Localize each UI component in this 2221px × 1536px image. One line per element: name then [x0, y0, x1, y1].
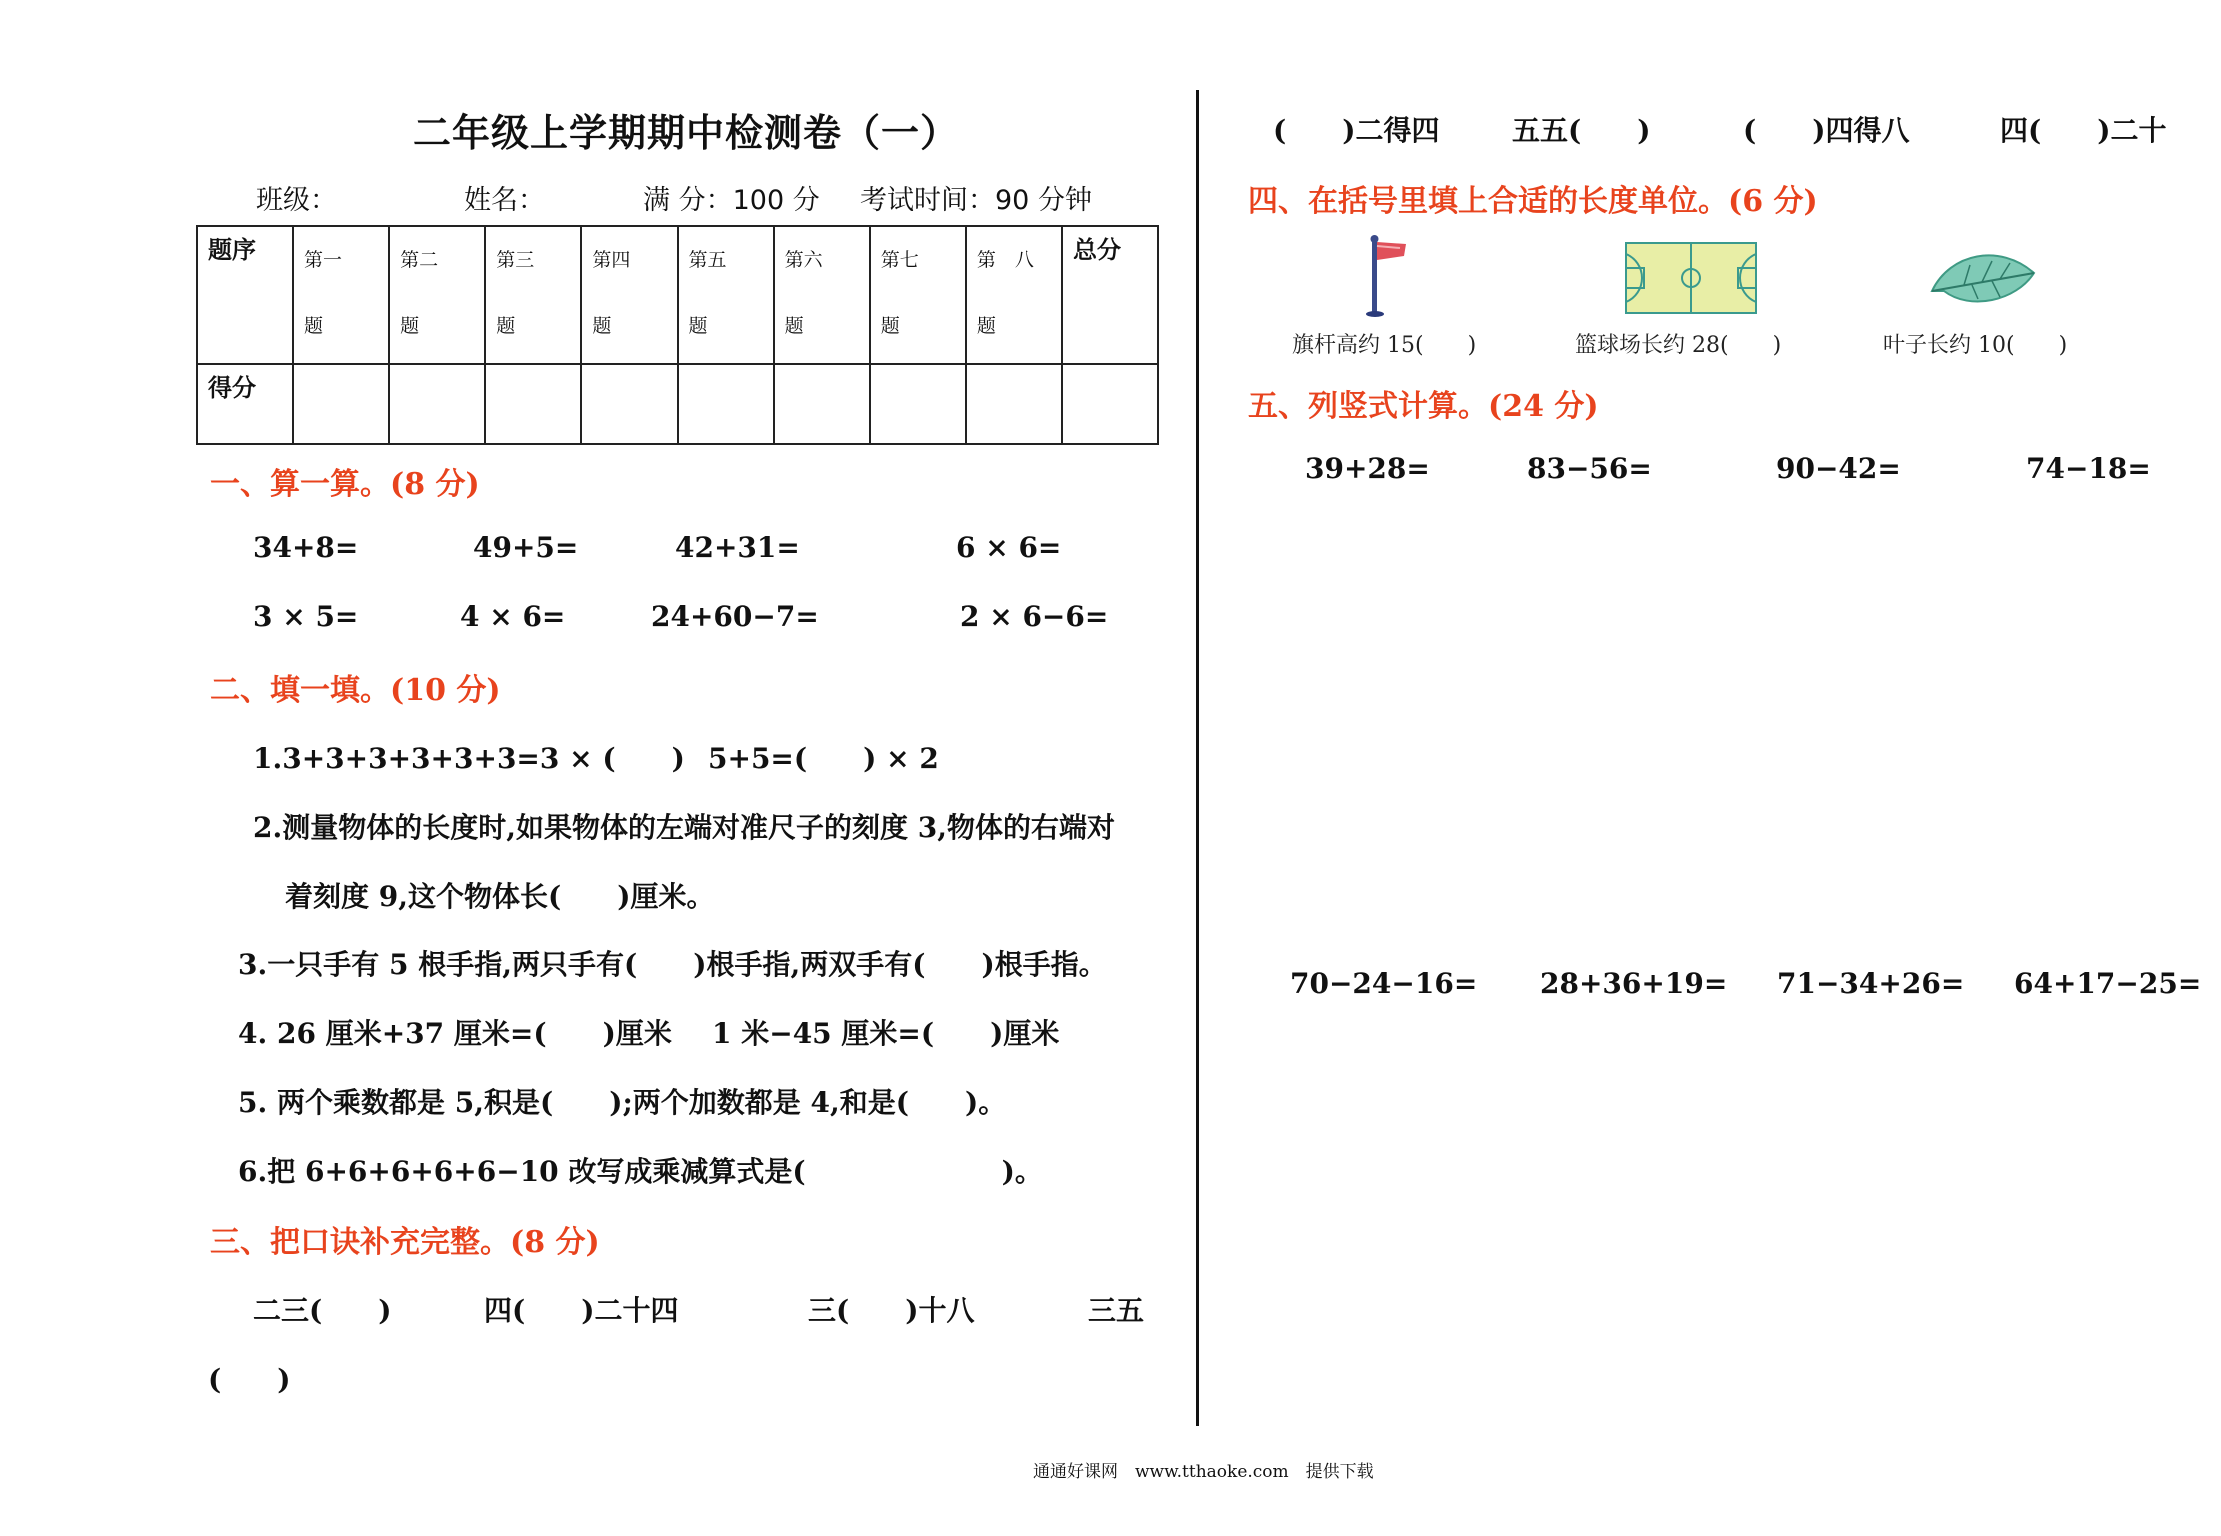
rhyme-item: ( )四得八: [1743, 114, 1910, 147]
col-total: 总分: [1062, 226, 1158, 364]
col-q3: [485, 226, 581, 364]
column-header-text: 题: [688, 315, 708, 337]
score-table: [196, 225, 1159, 445]
exam-time-label: 考试时间：90 分钟: [860, 185, 1092, 216]
fill-item-2-line1: 2.测量物体的长度时,如果物体的左端对准尺子的刻度 3,物体的右端对: [253, 811, 1115, 844]
fill-item-5: 5. 两个乘数都是 5,积是( );两个加数都是 4,和是( )。: [238, 1086, 1007, 1119]
calc-item: 49+5=: [473, 531, 579, 564]
col-q2: [389, 226, 485, 364]
flag-icon: [1366, 234, 1416, 318]
score-cell[interactable]: [389, 364, 485, 444]
section-3-heading: 三、把口诀补充完整。(8 分): [210, 1225, 600, 1260]
column-header-text: 第五: [688, 249, 727, 271]
fill-item-4b: 1 米−45 厘米=( )厘米: [712, 1017, 1060, 1050]
row-head-score: 得分: [197, 364, 293, 444]
fill-item-2-line2: 着刻度 9,这个物体长( )厘米。: [285, 880, 715, 913]
column-header-text: 第一: [304, 249, 343, 271]
vertical-calc-item: 74−18=: [2026, 452, 2151, 485]
score-cell[interactable]: [581, 364, 677, 444]
vertical-calc-item: 28+36+19=: [1540, 967, 1728, 1000]
column-header-text: 题: [592, 315, 612, 337]
calc-item: 42+31=: [675, 531, 800, 564]
column-header-text: 题: [976, 315, 996, 337]
score-cell[interactable]: [966, 364, 1062, 444]
section-5-heading: 五、列竖式计算。(24 分): [1248, 389, 1599, 424]
calc-item: 6 × 6=: [956, 531, 1062, 564]
rhyme-item: ( ): [208, 1363, 291, 1396]
calc-item: 34+8=: [253, 531, 359, 564]
column-header-text: 第六: [784, 249, 823, 271]
name-label: 姓名：: [464, 185, 545, 216]
score-cell[interactable]: [870, 364, 966, 444]
score-cell[interactable]: [678, 364, 774, 444]
calc-item: 3 × 5=: [253, 600, 359, 633]
leaf-icon: [1930, 247, 2038, 309]
calc-item: 2 × 6−6=: [960, 600, 1109, 633]
col-q7: [870, 226, 966, 364]
fill-item-6: 6.把 6+6+6+6+6−10 改写成乘减算式是( )。: [238, 1155, 1043, 1188]
col-q8: [966, 226, 1062, 364]
fill-item-4a: 4. 26 厘米+37 厘米=( )厘米: [238, 1017, 672, 1050]
column-header-text: 题: [496, 315, 516, 337]
column-header-text: 第七: [880, 249, 919, 271]
page-title: 二年级上学期期中检测卷（一）: [413, 110, 960, 155]
fill-item-3: 3.一只手有 5 根手指,两只手有( )根手指,两双手有( )根手指。: [238, 948, 1107, 981]
column-header-text: 第四: [592, 249, 631, 271]
rhyme-item: 三五: [1088, 1294, 1145, 1327]
vertical-calc-item: 70−24−16=: [1290, 967, 1478, 1000]
rhyme-item: 二三( ): [253, 1294, 392, 1327]
vertical-calc-item: 39+28=: [1305, 452, 1430, 485]
column-header-text: 第二: [400, 249, 439, 271]
column-header-text: 题: [880, 315, 900, 337]
col-q1: [293, 226, 389, 364]
caption-flagpole: 旗杆高约 15( ): [1292, 333, 1477, 358]
class-label: 班级：: [256, 185, 337, 216]
rhyme-item: 四( )二十四: [484, 1294, 679, 1327]
caption-court: 篮球场长约 28( ): [1575, 333, 1782, 358]
rhyme-item: 四( )二十: [2000, 114, 2167, 147]
col-q6: [774, 226, 870, 364]
vertical-calc-item: 64+17−25=: [2014, 967, 2202, 1000]
column-divider: [1196, 90, 1199, 1426]
caption-leaf: 叶子长约 10( ): [1883, 333, 2068, 358]
section-4-heading: 四、在括号里填上合适的长度单位。(6 分): [1248, 184, 1818, 219]
calc-item: 24+60−7=: [651, 600, 819, 633]
column-header-text: 第 八: [976, 249, 1034, 271]
col-q5: [678, 226, 774, 364]
vertical-calc-item: 71−34+26=: [1777, 967, 1965, 1000]
score-cell[interactable]: [1062, 364, 1158, 444]
score-cell[interactable]: [774, 364, 870, 444]
rhyme-item: ( )二得四: [1273, 114, 1440, 147]
col-q4: [581, 226, 677, 364]
full-score-label: 满 分：100 分: [643, 185, 820, 216]
column-header-text: 第三: [496, 249, 535, 271]
rhyme-item: 三( )十八: [808, 1294, 975, 1327]
fill-item-1b: 5+5=( ) × 2: [708, 742, 939, 775]
score-cell[interactable]: [485, 364, 581, 444]
section-1-heading: 一、算一算。(8 分): [210, 467, 480, 502]
column-header-text: 题: [304, 315, 324, 337]
fill-item-1a: 1.3+3+3+3+3+3=3 × ( ): [253, 742, 685, 775]
rhyme-item: 五五( ): [1512, 114, 1651, 147]
footer-credit: 通通好课网 www.tthaoke.com 提供下载: [1033, 1462, 1374, 1482]
column-header-text: 题: [784, 315, 804, 337]
score-cell[interactable]: [293, 364, 389, 444]
vertical-calc-item: 90−42=: [1776, 452, 1901, 485]
section-2-heading: 二、填一填。(10 分): [210, 673, 501, 708]
calc-item: 4 × 6=: [460, 600, 566, 633]
vertical-calc-item: 83−56=: [1527, 452, 1652, 485]
row-head-order: 题序: [197, 226, 293, 364]
column-header-text: 题: [400, 315, 420, 337]
basketball-court-icon: [1625, 242, 1757, 314]
